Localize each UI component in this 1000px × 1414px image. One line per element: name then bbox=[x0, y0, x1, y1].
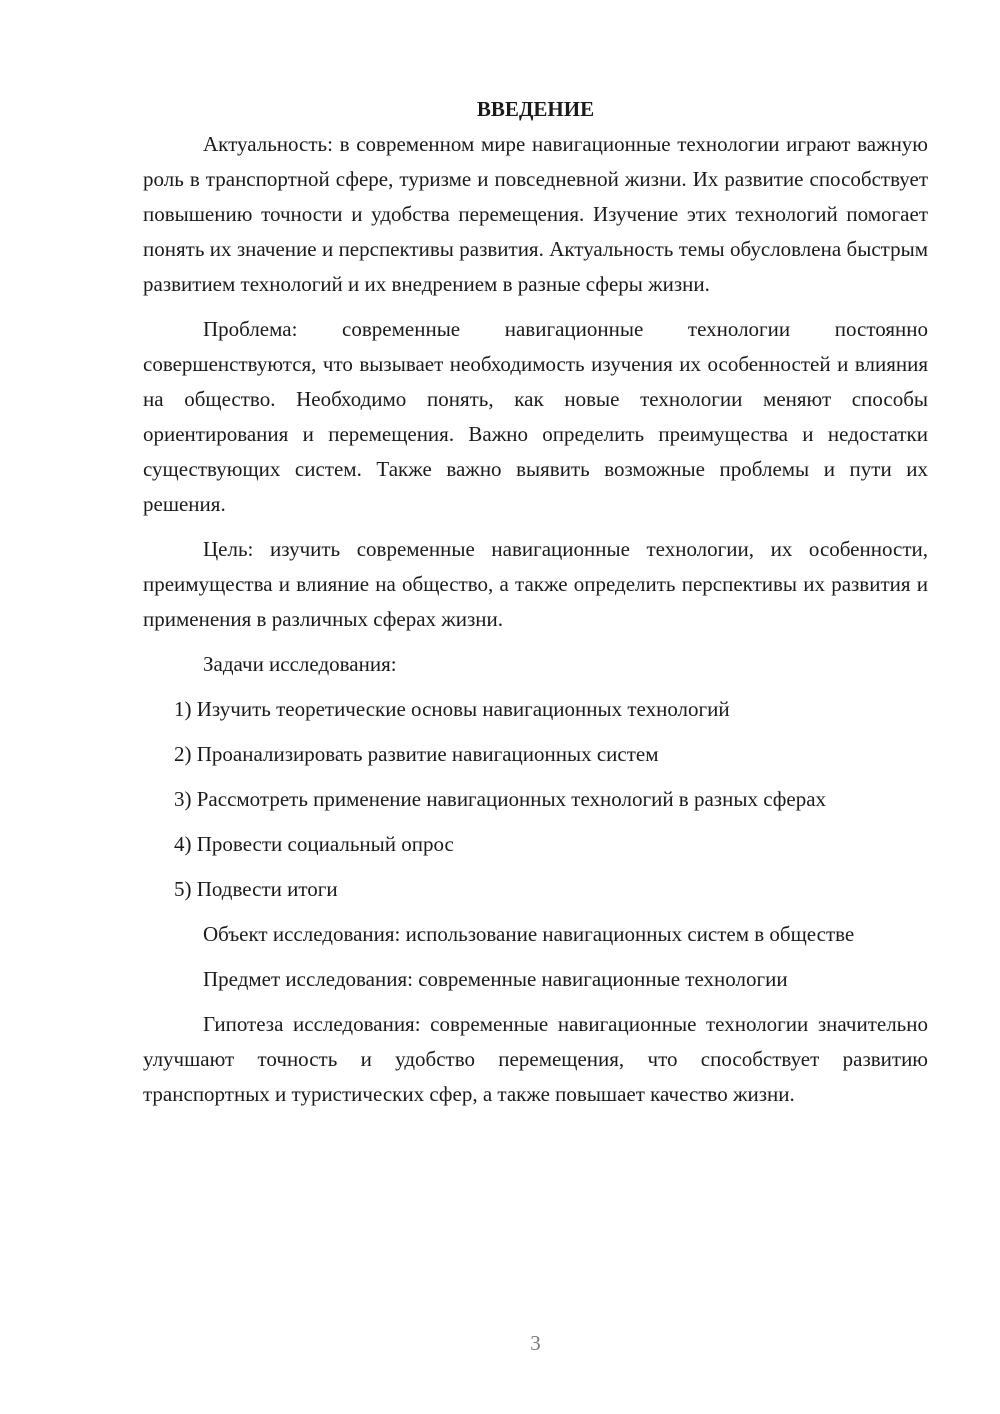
task-item: 2) Проанализировать развитие навигационных систем bbox=[174, 742, 659, 766]
task-item: 4) Провести социальный опрос bbox=[174, 832, 454, 856]
section-title: ВВЕДЕНИЕ bbox=[476, 97, 595, 121]
relevance-paragraph: Актуальность: в современном мире навигационные технологии играют важную роль в транспортной сфере, туризме и повседневной жизни. Их развитие способствует повышению точности и удобства перемещения. Изучение этих технологий помогает понять их значение и перспективы развития. Актуальность темы обусловлена быстрым развитием технологий и их внедрением в разные сферы жизни. bbox=[143, 132, 928, 296]
page-number: 3 bbox=[530, 1331, 541, 1355]
task-item: 1) Изучить теоретические основы навигационных технологий bbox=[174, 697, 730, 721]
problem-paragraph: Проблема: современные навигационные технологии постоянно совершенствуются, что вызывает необходимость изучения их особенностей и влияния на общество. Необходимо понять, как новые технологии меняют способы ориентирования и перемещения. Важно определить преимущества и недостатки существующих систем. Также важно выявить возможные проблемы и пути их решения. bbox=[143, 317, 928, 516]
object-paragraph: Объект исследования: использование навигационных систем в обществе bbox=[203, 922, 855, 946]
task-item: 5) Подвести итоги bbox=[174, 877, 338, 901]
goal-paragraph: Цель: изучить современные навигационные технологии, их особенности, преимущества и влияние на общество, а также определить перспективы их развития и применения в различных сферах жизни. bbox=[143, 537, 928, 631]
tasks-heading: Задачи исследования: bbox=[203, 652, 397, 676]
task-item: 3) Рассмотреть применение навигационных технологий в разных сферах bbox=[174, 787, 827, 811]
hypothesis-paragraph: Гипотеза исследования: современные навигационные технологии значительно улучшают точность и удобство перемещения, что способствует развитию транспортных и туристических сфер, а также повышает качество жизни. bbox=[143, 1012, 928, 1106]
subject-paragraph: Предмет исследования: современные навигационные технологии bbox=[203, 967, 788, 991]
document-page bbox=[143, 92, 928, 1122]
